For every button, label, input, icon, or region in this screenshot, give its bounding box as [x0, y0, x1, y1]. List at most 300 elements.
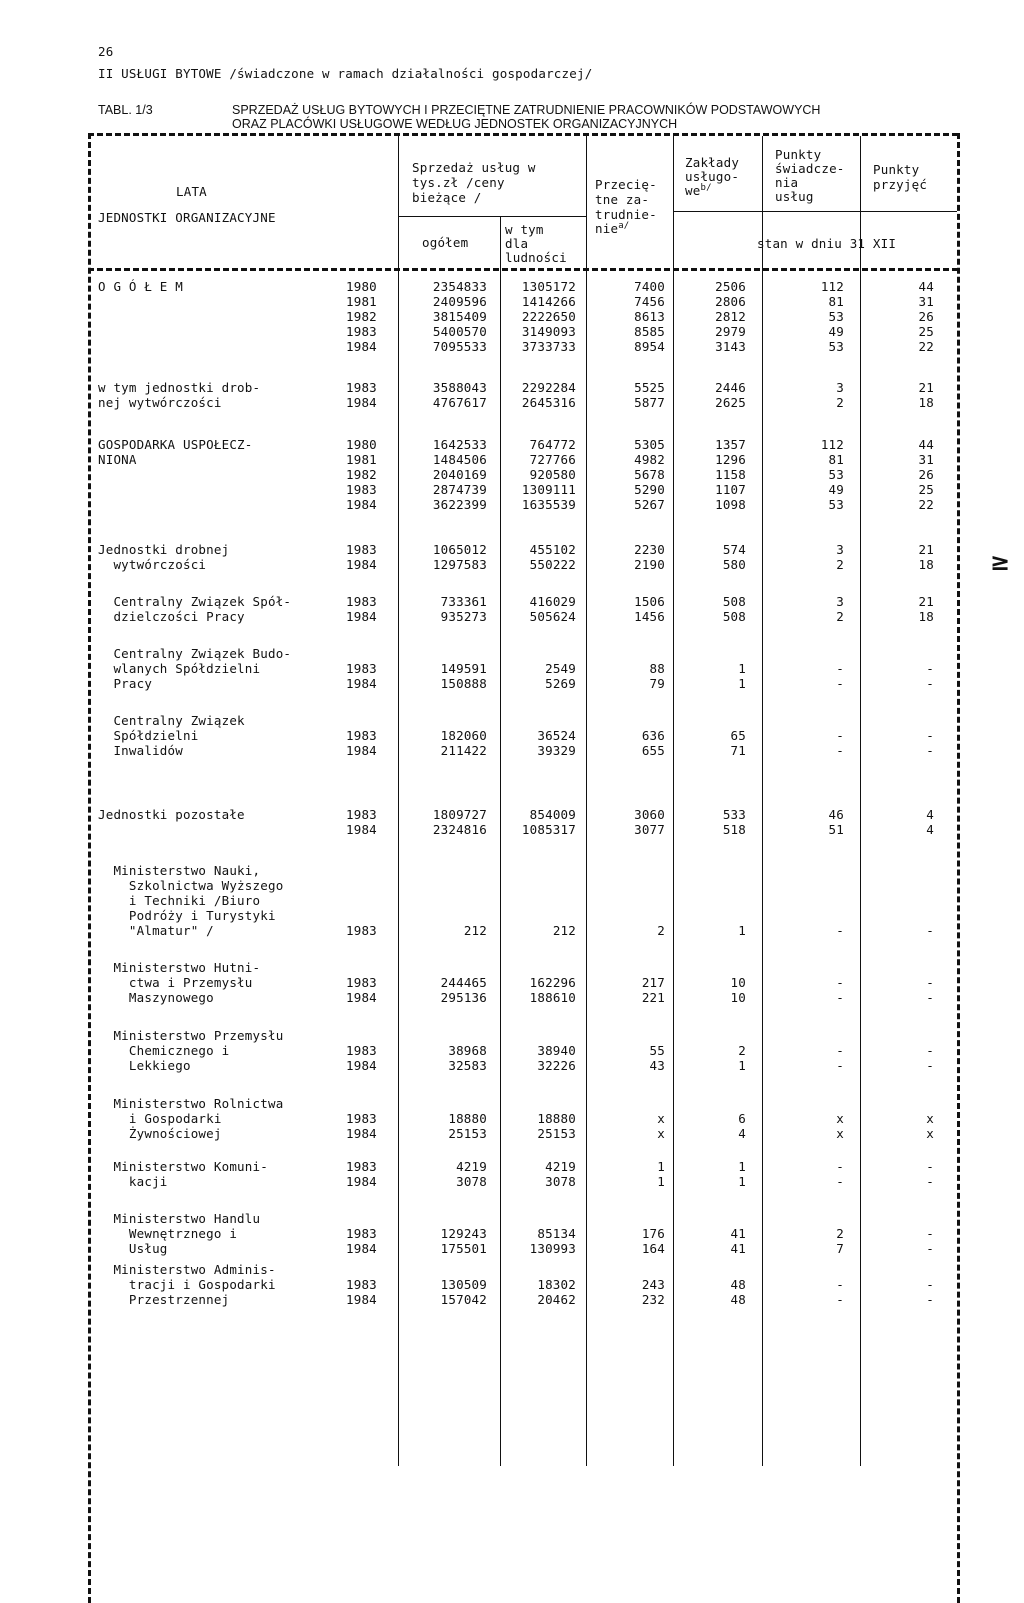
- row-label: Centralny Związek: [98, 713, 245, 728]
- row-label: tracji i Gospodarki: [98, 1277, 276, 1292]
- cell-avg-employment: 5877: [634, 395, 665, 410]
- cell-sales-total: 3588043: [432, 380, 487, 395]
- cell-sales-population: 2549: [545, 661, 576, 676]
- cell-reception-points: 21: [918, 542, 934, 557]
- row-year: 1984: [346, 990, 377, 1005]
- cell-sales-population: 212: [552, 923, 576, 938]
- cell-avg-employment: 7400: [634, 279, 665, 294]
- header-sales-l3: bieżące /: [412, 190, 482, 205]
- cell-sales-total: 211422: [440, 743, 487, 758]
- cell-service-points: 112: [820, 279, 844, 294]
- cell-reception-points: 21: [918, 380, 934, 395]
- row-label: kacji: [98, 1174, 168, 1189]
- cell-reception-points: 25: [918, 324, 934, 339]
- cell-avg-employment: 1: [657, 1159, 665, 1174]
- row-label: i Techniki /Biuro: [98, 893, 261, 908]
- cell-sales-population: 2645316: [521, 395, 576, 410]
- cell-reception-points: 26: [918, 467, 934, 482]
- cell-sales-population: 2292284: [521, 380, 576, 395]
- cell-reception-points: -: [926, 1174, 934, 1189]
- row-label: O G Ó Ł E M: [98, 279, 183, 294]
- group-min-rolnictwa: [0, 1096, 1024, 1141]
- cell-avg-employment: 2190: [634, 557, 665, 572]
- cell-sales-population: 416029: [529, 594, 576, 609]
- cell-service-points: 81: [828, 452, 844, 467]
- header-bottom-rule: [88, 268, 958, 271]
- cell-sales-population: 85134: [537, 1226, 576, 1241]
- table-row: [0, 1096, 1024, 1111]
- cell-sales-population: 188610: [529, 990, 576, 1005]
- header-zakl-l3: [685, 183, 712, 198]
- table-row: [0, 923, 1024, 938]
- cell-sales-population: 4219: [545, 1159, 576, 1174]
- cell-reception-points: 25: [918, 482, 934, 497]
- cell-reception-points: -: [926, 990, 934, 1005]
- row-year: 1983: [346, 661, 377, 676]
- cell-avg-employment: 3060: [634, 807, 665, 822]
- cell-sales-total: 935273: [440, 609, 487, 624]
- row-year: 1983: [346, 975, 377, 990]
- cell-reception-points: 4: [926, 807, 934, 822]
- table-row: [0, 294, 1024, 309]
- cell-avg-employment: 176: [641, 1226, 665, 1241]
- cell-sales-total: 4767617: [432, 395, 487, 410]
- cell-service-establishments: 2: [738, 1043, 746, 1058]
- group-min-hutnictwa: [0, 960, 1024, 1005]
- cell-service-establishments: 2812: [715, 309, 746, 324]
- row-year: 1984: [346, 1058, 377, 1073]
- cell-service-points: 53: [828, 497, 844, 512]
- cell-sales-total: 212: [463, 923, 487, 938]
- row-year: 1982: [346, 309, 377, 324]
- cell-avg-employment: 55: [649, 1043, 665, 1058]
- cell-reception-points: -: [926, 1241, 934, 1256]
- group-min-administracji: [0, 1262, 1024, 1307]
- group-min-chemicznego: [0, 1028, 1024, 1073]
- row-year: 1983: [346, 380, 377, 395]
- group-gospodarka-uspoleczniona: [0, 437, 1024, 512]
- row-year: 1984: [346, 609, 377, 624]
- row-label: Maszynowego: [98, 990, 214, 1005]
- row-label: nej wytwórczości: [98, 395, 222, 410]
- cell-service-points: 2: [836, 395, 844, 410]
- cell-service-establishments: 2506: [715, 279, 746, 294]
- cell-service-establishments: 518: [722, 822, 746, 837]
- table-row: [0, 1262, 1024, 1277]
- cell-service-points: 2: [836, 1226, 844, 1241]
- row-year: 1982: [346, 467, 377, 482]
- cell-service-establishments: 48: [730, 1277, 746, 1292]
- row-label: i Gospodarki: [98, 1111, 222, 1126]
- header-pkt-l3: nia: [775, 175, 799, 190]
- cell-service-establishments: 533: [722, 807, 746, 822]
- cell-service-establishments: 2446: [715, 380, 746, 395]
- cell-service-establishments: 1158: [715, 467, 746, 482]
- cell-reception-points: 18: [918, 395, 934, 410]
- row-label: Wewnętrznego i: [98, 1226, 238, 1241]
- cell-avg-employment: 79: [649, 676, 665, 691]
- cell-service-points: -: [836, 1058, 844, 1073]
- table-row: [0, 1241, 1024, 1256]
- row-label: Szkolnictwa Wyższego: [98, 878, 284, 893]
- cell-sales-total: 2874739: [432, 482, 487, 497]
- cell-sales-total: 7095533: [432, 339, 487, 354]
- cell-service-points: -: [836, 1043, 844, 1058]
- cell-avg-employment: 243: [641, 1277, 665, 1292]
- cell-service-points: -: [836, 743, 844, 758]
- row-label: ctwa i Przemysłu: [98, 975, 253, 990]
- cell-service-points: x: [836, 1126, 844, 1141]
- cell-service-establishments: 1: [738, 1058, 746, 1073]
- cell-reception-points: 22: [918, 339, 934, 354]
- header-przec-l1: Przecię-: [595, 177, 657, 192]
- cell-sales-population: 1085317: [521, 822, 576, 837]
- cell-service-points: -: [836, 1174, 844, 1189]
- row-label: w tym jednostki drob-: [98, 380, 261, 395]
- cell-service-establishments: 10: [730, 975, 746, 990]
- table-row: [0, 1277, 1024, 1292]
- section-title: II USŁUGI BYTOWE /świadczone w ramach działalności gospodarczej/: [98, 66, 593, 81]
- cell-service-points: 3: [836, 542, 844, 557]
- cell-reception-points: 18: [918, 557, 934, 572]
- cell-sales-population: 1309111: [521, 482, 576, 497]
- cell-sales-total: 5400570: [432, 324, 487, 339]
- cell-avg-employment: 5267: [634, 497, 665, 512]
- cell-avg-employment: x: [657, 1126, 665, 1141]
- cell-sales-population: 455102: [529, 542, 576, 557]
- cell-sales-total: 3078: [456, 1174, 487, 1189]
- cell-reception-points: 44: [918, 437, 934, 452]
- group-jednostki-pozostale: [0, 807, 1024, 837]
- cell-reception-points: -: [926, 1058, 934, 1073]
- group-min-nauki: [0, 863, 1024, 938]
- table-row: [0, 676, 1024, 691]
- table-id: TABL. 1/3: [98, 103, 153, 117]
- row-label: Żywnościowej: [98, 1126, 222, 1141]
- cell-avg-employment: 8954: [634, 339, 665, 354]
- table-row: [0, 1292, 1024, 1307]
- cell-sales-total: 4219: [456, 1159, 487, 1174]
- cell-sales-population: 727766: [529, 452, 576, 467]
- row-year: 1983: [346, 482, 377, 497]
- table-row: [0, 542, 1024, 557]
- cell-service-establishments: 10: [730, 990, 746, 1005]
- group-czbsp: [0, 646, 1024, 691]
- cell-reception-points: -: [926, 1292, 934, 1307]
- cell-sales-population: 1635539: [521, 497, 576, 512]
- cell-service-points: -: [836, 975, 844, 990]
- cell-avg-employment: 217: [641, 975, 665, 990]
- row-label: wytwórczości: [98, 557, 207, 572]
- header-przec-l3: trudnie-: [595, 207, 657, 222]
- cell-reception-points: -: [926, 975, 934, 990]
- cell-sales-population: 18302: [537, 1277, 576, 1292]
- row-label: Lekkiego: [98, 1058, 191, 1073]
- cell-service-points: -: [836, 1159, 844, 1174]
- cell-reception-points: -: [926, 1043, 934, 1058]
- cell-service-points: 7: [836, 1241, 844, 1256]
- row-year: 1980: [346, 437, 377, 452]
- cell-service-points: -: [836, 676, 844, 691]
- header-pkt-l1: Punkty: [775, 147, 822, 162]
- cell-service-establishments: 41: [730, 1241, 746, 1256]
- cell-reception-points: -: [926, 1277, 934, 1292]
- cell-avg-employment: 5305: [634, 437, 665, 452]
- row-label: Chemicznego i: [98, 1043, 230, 1058]
- cell-sales-population: 3078: [545, 1174, 576, 1189]
- header-przec-l4-text: nie: [595, 221, 619, 237]
- row-year: 1984: [346, 339, 377, 354]
- cell-sales-total: 157042: [440, 1292, 487, 1307]
- header-przec-l4: [595, 221, 629, 236]
- cell-sales-population: 764772: [529, 437, 576, 452]
- table-row: [0, 339, 1024, 354]
- group-ogolem: [0, 279, 1024, 354]
- row-year: 1983: [346, 542, 377, 557]
- cell-sales-total: 38968: [448, 1043, 487, 1058]
- header-jednostki: JEDNOSTKI ORGANIZACYJNE: [98, 210, 276, 225]
- header-pkt-l4: usług: [775, 189, 814, 204]
- cell-sales-total: 129243: [440, 1226, 487, 1241]
- header-przec-l2: tne za-: [595, 192, 650, 207]
- cell-service-points: 53: [828, 309, 844, 324]
- cell-avg-employment: 221: [641, 990, 665, 1005]
- table-row: [0, 893, 1024, 908]
- cell-sales-population: 130993: [529, 1241, 576, 1256]
- row-label: Pracy: [98, 676, 153, 691]
- table-row: [0, 452, 1024, 467]
- row-year: 1984: [346, 676, 377, 691]
- header-wtym-l3: ludności: [505, 250, 567, 265]
- header-stan: stan w dniu 31 XII: [757, 236, 897, 251]
- header-zakl-l1: Zakłady: [685, 155, 740, 170]
- cell-service-points: -: [836, 661, 844, 676]
- group-min-komunikacji: [0, 1159, 1024, 1189]
- row-label: Inwalidów: [98, 743, 183, 758]
- header-przyjec-l1: Punkty: [873, 162, 920, 177]
- group-czsi: [0, 713, 1024, 758]
- table-row: [0, 1174, 1024, 1189]
- cell-sales-population: 162296: [529, 975, 576, 990]
- cell-service-establishments: 508: [722, 594, 746, 609]
- cell-reception-points: -: [926, 676, 934, 691]
- cell-service-establishments: 71: [730, 743, 746, 758]
- cell-service-points: -: [836, 990, 844, 1005]
- row-year: 1984: [346, 743, 377, 758]
- table-row: [0, 609, 1024, 624]
- table-row: [0, 1211, 1024, 1226]
- table-row: [0, 728, 1024, 743]
- table-row: [0, 482, 1024, 497]
- cell-service-establishments: 1: [738, 676, 746, 691]
- cell-avg-employment: 1456: [634, 609, 665, 624]
- cell-sales-population: 920580: [529, 467, 576, 482]
- cell-service-establishments: 1: [738, 1159, 746, 1174]
- cell-sales-population: 3149093: [521, 324, 576, 339]
- cell-service-establishments: 6: [738, 1111, 746, 1126]
- row-label: "Almatur" /: [98, 923, 214, 938]
- row-year: 1983: [346, 923, 377, 938]
- cell-avg-employment: 3077: [634, 822, 665, 837]
- cell-avg-employment: 232: [641, 1292, 665, 1307]
- table-row: [0, 975, 1024, 990]
- cell-avg-employment: 655: [641, 743, 665, 758]
- cell-service-establishments: 1296: [715, 452, 746, 467]
- cell-sales-population: 32226: [537, 1058, 576, 1073]
- row-year: 1984: [346, 1174, 377, 1189]
- row-year: 1983: [346, 594, 377, 609]
- cell-service-establishments: 2625: [715, 395, 746, 410]
- cell-service-points: 3: [836, 380, 844, 395]
- table-row: [0, 1028, 1024, 1043]
- cell-service-establishments: 3143: [715, 339, 746, 354]
- cell-reception-points: 26: [918, 309, 934, 324]
- cell-sales-total: 733361: [440, 594, 487, 609]
- cell-sales-total: 175501: [440, 1241, 487, 1256]
- table-row: [0, 1226, 1024, 1241]
- table-top-rule: [88, 133, 958, 136]
- row-label: Jednostki pozostałe: [98, 807, 245, 822]
- table-row: [0, 807, 1024, 822]
- row-year: 1984: [346, 497, 377, 512]
- table-row: [0, 324, 1024, 339]
- cell-reception-points: x: [926, 1126, 934, 1141]
- cell-service-points: 81: [828, 294, 844, 309]
- table-row: [0, 863, 1024, 878]
- row-label: Ministerstwo Handlu: [98, 1211, 261, 1226]
- row-year: 1984: [346, 557, 377, 572]
- table-row: [0, 1111, 1024, 1126]
- cell-service-points: 112: [820, 437, 844, 452]
- cell-sales-population: 5269: [545, 676, 576, 691]
- cell-sales-total: 150888: [440, 676, 487, 691]
- row-year: 1984: [346, 1241, 377, 1256]
- table-row: [0, 1043, 1024, 1058]
- cell-avg-employment: 2: [657, 923, 665, 938]
- cell-sales-total: 130509: [440, 1277, 487, 1292]
- cell-sales-population: 1305172: [521, 279, 576, 294]
- cell-sales-total: 295136: [440, 990, 487, 1005]
- header-sales-l2: tys.zł /ceny: [412, 175, 505, 190]
- table-row: [0, 1126, 1024, 1141]
- header-lata: LATA: [176, 184, 207, 199]
- cell-sales-population: 1414266: [521, 294, 576, 309]
- cell-avg-employment: 636: [641, 728, 665, 743]
- table-row: [0, 646, 1024, 661]
- cell-avg-employment: 5290: [634, 482, 665, 497]
- cell-service-establishments: 580: [722, 557, 746, 572]
- table-row: [0, 395, 1024, 410]
- cell-reception-points: -: [926, 923, 934, 938]
- cell-sales-population: 505624: [529, 609, 576, 624]
- cell-service-establishments: 1: [738, 661, 746, 676]
- row-year: 1983: [346, 728, 377, 743]
- cell-service-establishments: 2806: [715, 294, 746, 309]
- cell-avg-employment: 43: [649, 1058, 665, 1073]
- cell-service-points: 2: [836, 557, 844, 572]
- cell-service-establishments: 2979: [715, 324, 746, 339]
- cell-service-establishments: 574: [722, 542, 746, 557]
- cell-avg-employment: 1: [657, 1174, 665, 1189]
- row-year: 1984: [346, 395, 377, 410]
- cell-sales-total: 25153: [448, 1126, 487, 1141]
- row-year: 1983: [346, 1111, 377, 1126]
- table-row: [0, 437, 1024, 452]
- group-min-handlu: [0, 1211, 1024, 1256]
- cell-sales-total: 2409596: [432, 294, 487, 309]
- cell-service-establishments: 1107: [715, 482, 746, 497]
- cell-sales-total: 149591: [440, 661, 487, 676]
- cell-reception-points: x: [926, 1111, 934, 1126]
- row-label: Przestrzennej: [98, 1292, 230, 1307]
- table-row: [0, 743, 1024, 758]
- cell-reception-points: 4: [926, 822, 934, 837]
- row-label: Centralny Związek Spół-: [98, 594, 292, 609]
- group-drobnej-wytworczosci: [0, 380, 1024, 410]
- cell-service-points: 3: [836, 594, 844, 609]
- cell-avg-employment: 7456: [634, 294, 665, 309]
- cell-sales-total: 1809727: [432, 807, 487, 822]
- cell-avg-employment: 5525: [634, 380, 665, 395]
- cell-avg-employment: 8585: [634, 324, 665, 339]
- row-year: 1980: [346, 279, 377, 294]
- row-label: NIONA: [98, 452, 137, 467]
- table-row: [0, 1159, 1024, 1174]
- cell-sales-population: 36524: [537, 728, 576, 743]
- cell-sales-total: 182060: [440, 728, 487, 743]
- cell-sales-population: 20462: [537, 1292, 576, 1307]
- page-number: 26: [98, 44, 114, 59]
- row-label: GOSPODARKA USPOŁECZ-: [98, 437, 253, 452]
- header-wtym-l1: w tym: [505, 222, 544, 237]
- cell-reception-points: 22: [918, 497, 934, 512]
- table-row: [0, 1058, 1024, 1073]
- cell-reception-points: 18: [918, 609, 934, 624]
- header-sales-l1: Sprzedaż usług w: [412, 160, 536, 175]
- cell-avg-employment: 1506: [634, 594, 665, 609]
- cell-reception-points: 21: [918, 594, 934, 609]
- row-label: Spółdzielni: [98, 728, 199, 743]
- row-label: Centralny Związek Budo-: [98, 646, 292, 661]
- row-label: Usług: [98, 1241, 168, 1256]
- cell-sales-total: 244465: [440, 975, 487, 990]
- cell-avg-employment: 2230: [634, 542, 665, 557]
- cell-sales-total: 3622399: [432, 497, 487, 512]
- cell-service-points: 51: [828, 822, 844, 837]
- table-row: [0, 990, 1024, 1005]
- cell-service-establishments: 1: [738, 1174, 746, 1189]
- cell-sales-total: 18880: [448, 1111, 487, 1126]
- table-row: [0, 467, 1024, 482]
- row-year: 1983: [346, 807, 377, 822]
- cell-sales-total: 2040169: [432, 467, 487, 482]
- table-row: [0, 594, 1024, 609]
- row-label: dzielczości Pracy: [98, 609, 245, 624]
- row-year: 1984: [346, 822, 377, 837]
- cell-sales-total: 2324816: [432, 822, 487, 837]
- cell-sales-population: 39329: [537, 743, 576, 758]
- cell-avg-employment: 88: [649, 661, 665, 676]
- cell-sales-population: 854009: [529, 807, 576, 822]
- row-label: wlanych Spółdzielni: [98, 661, 261, 676]
- cell-service-points: -: [836, 728, 844, 743]
- header-ogolem: ogółem: [422, 235, 469, 250]
- row-label: Ministerstwo Hutni-: [98, 960, 261, 975]
- row-label: Ministerstwo Nauki,: [98, 863, 261, 878]
- footnote-b: b/: [700, 183, 712, 193]
- cell-sales-total: 32583: [448, 1058, 487, 1073]
- cell-sales-population: 3733733: [521, 339, 576, 354]
